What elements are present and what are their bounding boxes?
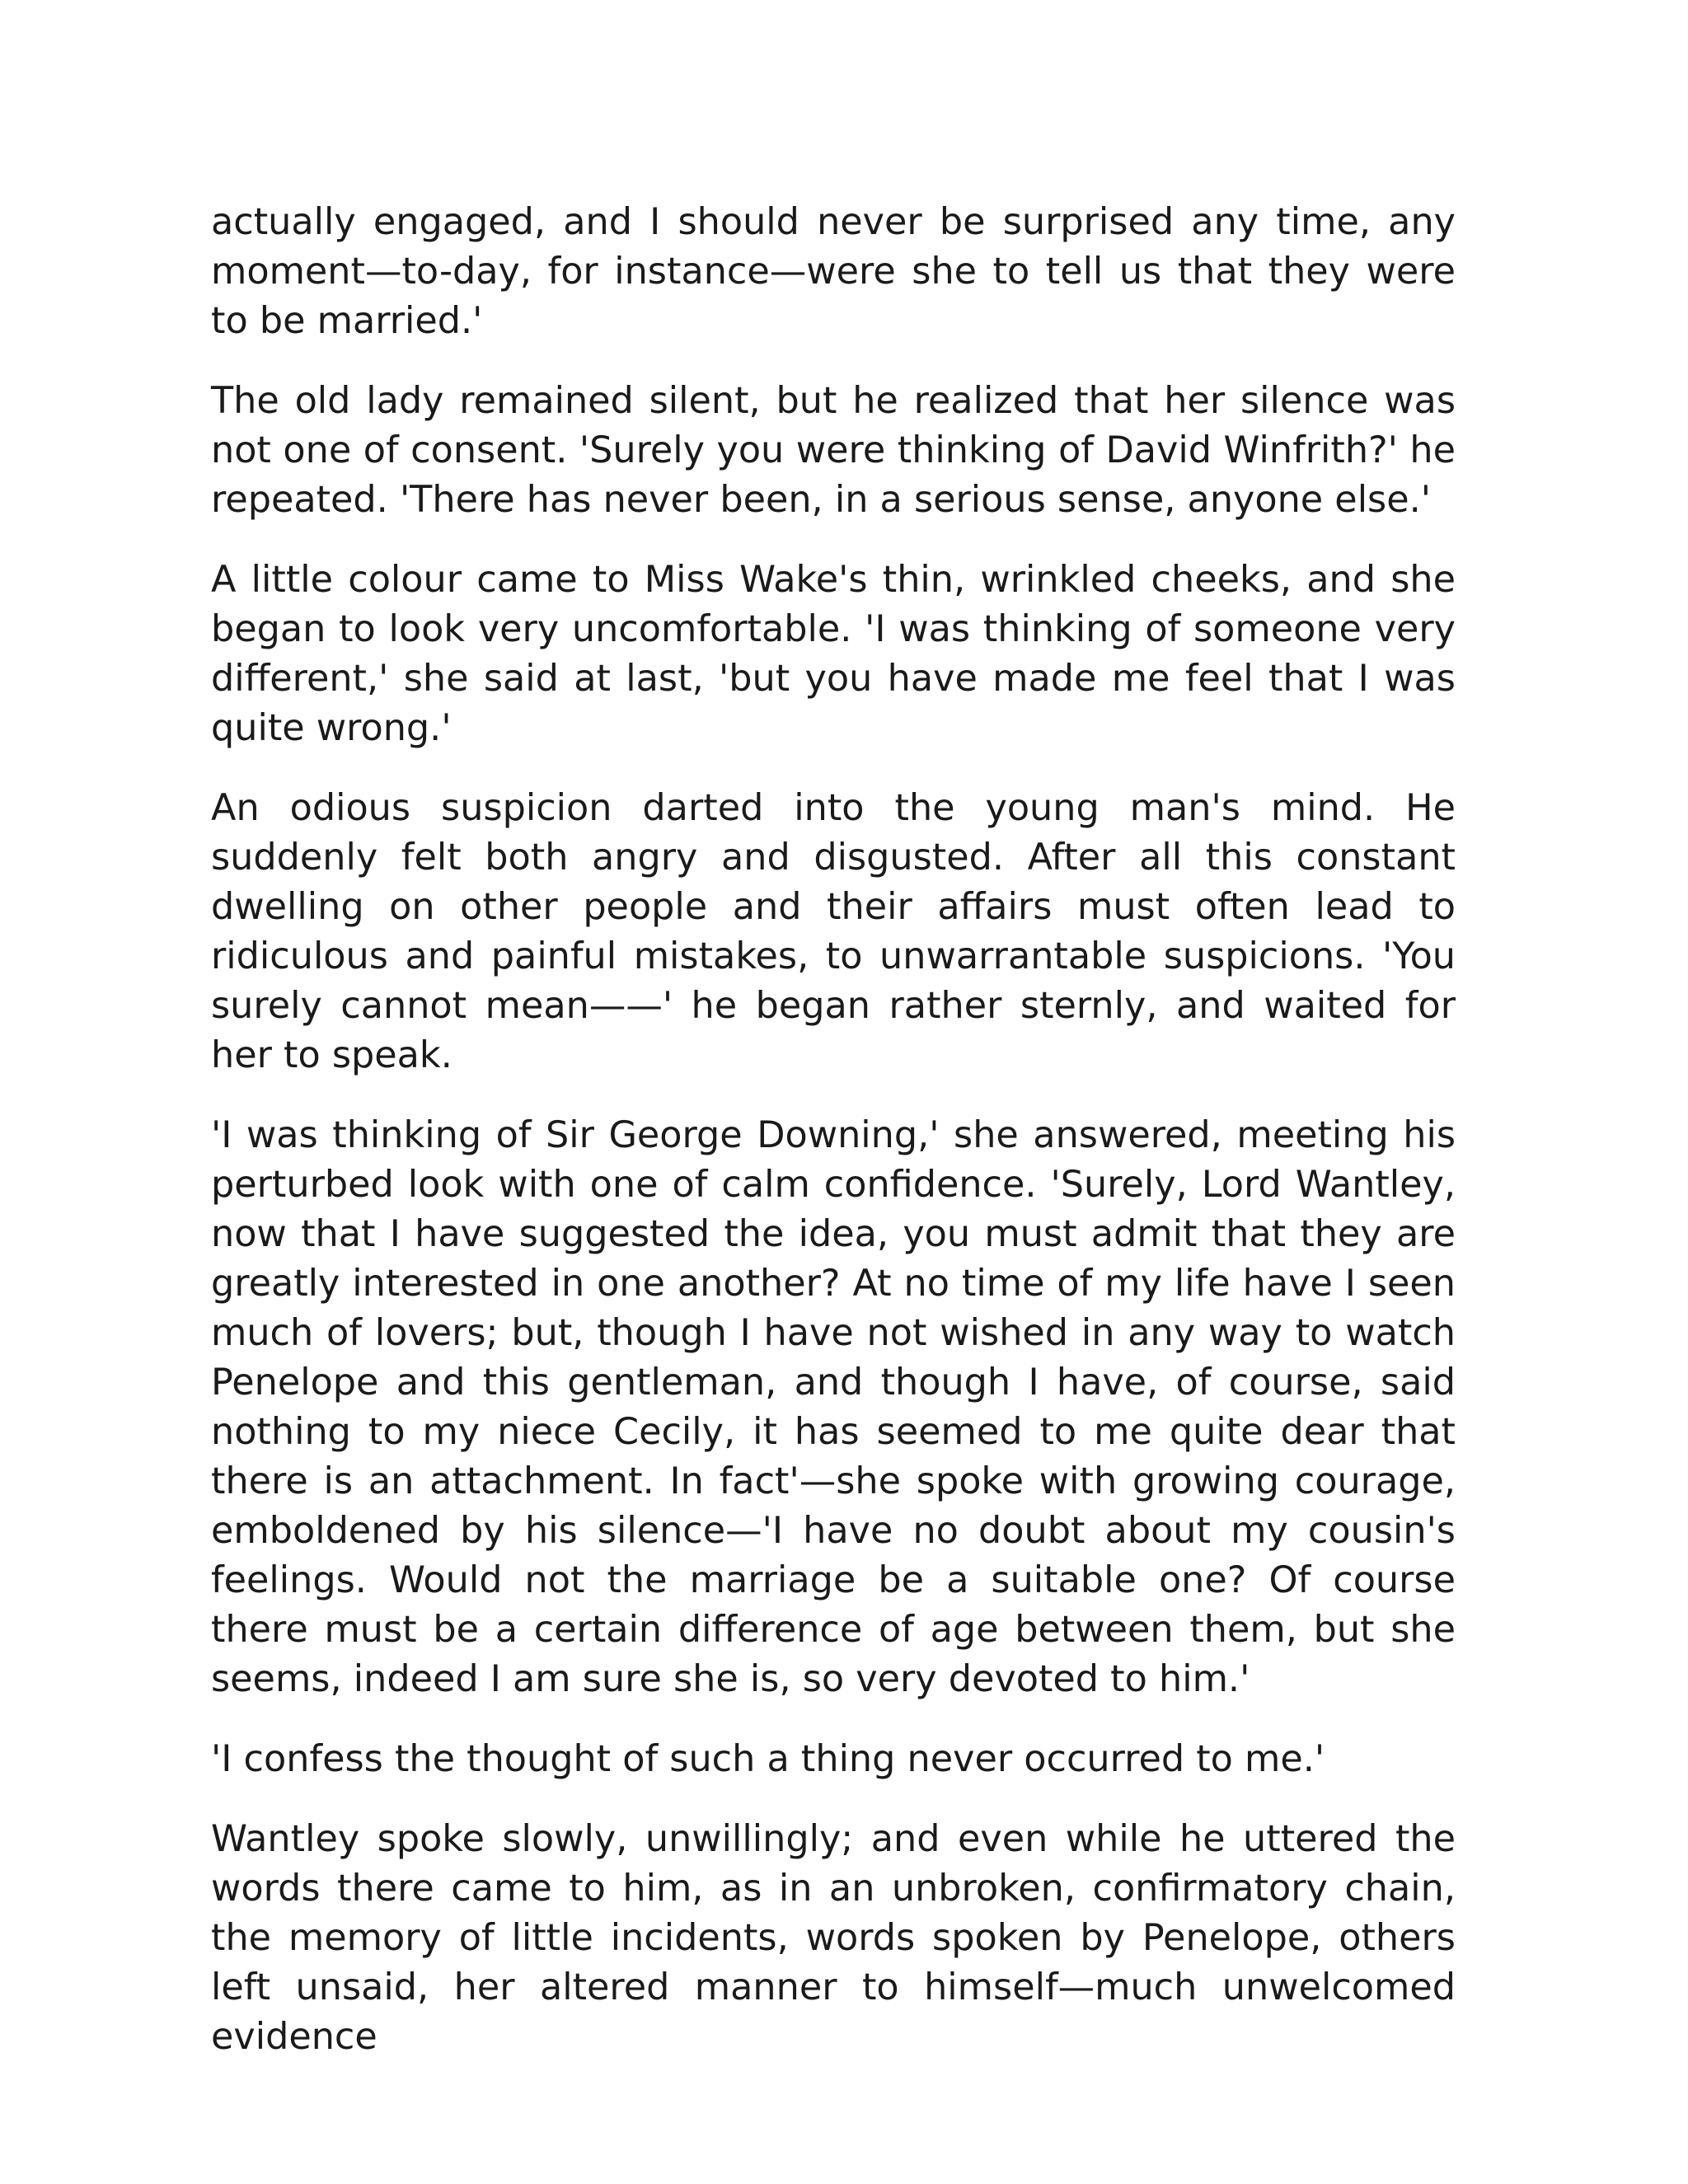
paragraph-1: actually engaged, and I should never be surprised any time, any moment—to-day, for instance—were she to tell us that they were to be married.' [211,201,1456,342]
paragraph-2: The old lady remained silent, but he realized that her silence was not one of consent. 'Surely you were thinking of David Winfrith?' he repeated. 'There has never been, in a serious sense, anyone else.' [211,380,1456,521]
paragraph-3: A little colour came to Miss Wake's thin, wrinkled cheeks, and she began to look very uncomfortable. 'I was thinking of someone very different,' she said at last, 'but you have made me feel that I was quite wrong.' [211,559,1456,749]
paragraph-5: 'I was thinking of Sir George Downing,' she answered, meeting his perturbed look with one of calm confidence. 'Surely, Lord Wantley, now that I have suggested the idea, you must admit that they are greatly interested in one another? At no time of my life have I seen much of lovers; but, though I have not wished in any way to watch Penelope and this gentleman, and though I have, of course, said nothing to my niece Cecily, it has seemed to me quite dear that there is an attachment. In fact'—she spoke with growing courage, emboldened by his silence—'I have no doubt about my cousin's feelings. Would not the marriage be a suitable one? Of course there must be a certain difference of age between them, but she seems, indeed I am sure she is, so very devoted to him.' [211,1114,1456,1700]
page-text [211,198,1456,2062]
paragraph-6: 'I confess the thought of such a thing never occurred to me.' [211,1738,1325,1780]
paragraph-7: Wantley spoke slowly, unwillingly; and even while he uttered the words there came to him, as in an unbroken, confirmatory chain, the memory of little incidents, words spoken by Penelope, others left unsaid, her altered manner to himself—much unwelcomed evidence [211,1818,1456,2058]
paragraph-4: An odious suspicion darted into the young man's mind. He suddenly felt both angry and disgusted. After all this constant dwelling on other people and their affairs must often lead to ridiculous and painful mistakes, to unwarrantable suspicions. 'You surely cannot mean——' he began rather sternly, and waited for her to speak. [211,787,1456,1076]
